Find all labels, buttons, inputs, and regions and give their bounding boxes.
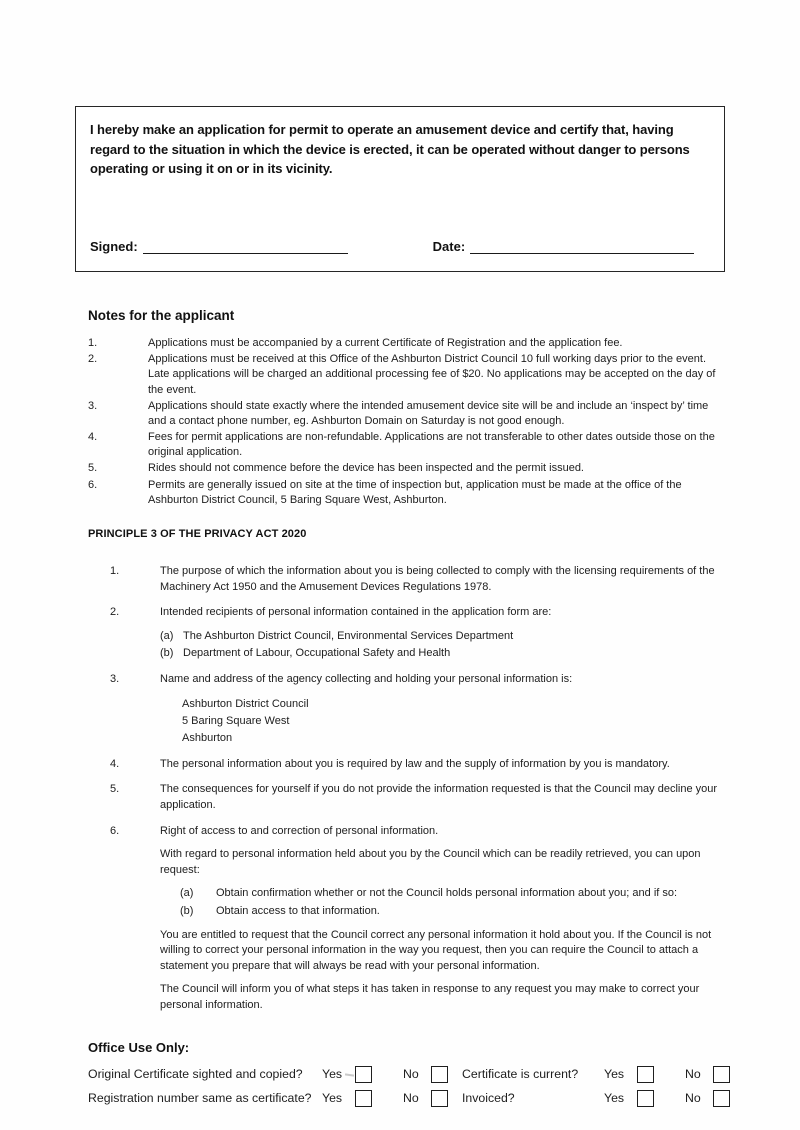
item-number: 2.: [88, 353, 98, 366]
list-item: [88, 336, 716, 351]
sub-item: [160, 904, 720, 920]
item-number: 4.: [110, 757, 120, 770]
date-label: Date:: [432, 239, 466, 254]
item-number: 5.: [110, 783, 120, 796]
sub-item: [160, 629, 720, 645]
yes-label: Yes: [604, 1067, 625, 1082]
sub-item-list: [160, 886, 720, 919]
item-paragraph: With regard to personal information held about you by the Council which can be readily retrieved, you can upon request:: [160, 848, 701, 876]
list-item: [88, 461, 716, 476]
sub-text: The Ashburton District Council, Environmental Services Department: [183, 629, 514, 642]
signature-row: [90, 239, 694, 254]
list-item: [88, 399, 716, 429]
certificate-current-yes-checkbox[interactable]: [637, 1066, 654, 1083]
date-line[interactable]: [470, 249, 694, 254]
declaration-box: [75, 106, 725, 272]
privacy-item: [110, 757, 720, 773]
item-number: 1.: [88, 337, 98, 349]
privacy-item: [110, 605, 720, 662]
sub-label: (a): [160, 629, 174, 642]
address-line: Ashburton: [182, 731, 233, 744]
item-number: 3.: [110, 672, 120, 685]
list-item: [88, 478, 716, 508]
item-text: Fees for permit applications are non-refundable. Applications are not transferable to other dates outside those on the original application.: [148, 431, 715, 459]
privacy-item: [110, 782, 720, 813]
address-line: Ashburton District Council: [182, 697, 309, 710]
item-number: 6.: [88, 478, 98, 491]
item-number: 5.: [88, 462, 98, 475]
item-text: Name and address of the agency collecting and holding your personal information is:: [160, 672, 573, 685]
item-number: 1.: [110, 564, 120, 577]
item-text: The consequences for yourself if you do not provide the information requested is that the Council may decline your application.: [160, 783, 718, 811]
signature-line[interactable]: [143, 249, 348, 254]
item-text: Rides should not commence before the device has been inspected and the permit issued.: [148, 462, 584, 475]
sub-item-list: [160, 629, 720, 662]
address-line: 5 Baring Square West: [182, 714, 290, 727]
privacy-item: [110, 564, 720, 595]
registration-number-no-checkbox[interactable]: [431, 1090, 448, 1107]
signed-label: Signed:: [90, 239, 138, 254]
item-text: Intended recipients of personal information contained in the application form are:: [160, 606, 552, 619]
question-label: Certificate is current?: [462, 1067, 579, 1082]
privacy-list: [110, 564, 720, 1014]
yes-label: Yes: [322, 1067, 343, 1082]
agency-address: [182, 696, 720, 747]
item-number: 6.: [110, 824, 120, 837]
certificate-current-no-checkbox[interactable]: [713, 1066, 730, 1083]
sub-item: [160, 646, 720, 662]
item-text: Applications must be received at this Office of the Ashburton District Council 10 full working days prior to the event. Late applications will be charged an additional processing fee of $20. No applications may be accepted on the day of the event.: [148, 353, 716, 396]
item-number: 2.: [110, 606, 120, 619]
original-certificate-no-checkbox[interactable]: [431, 1066, 448, 1083]
sub-item: [160, 886, 720, 902]
sub-label: (b): [160, 647, 174, 660]
invoiced-yes-checkbox[interactable]: [637, 1090, 654, 1107]
list-item: [88, 352, 716, 398]
list-item: [88, 430, 716, 460]
declaration-text: I hereby make an application for permit to operate an amusement device and certify that, having regard to the situation in which the device is erected, it can be operated without danger to persons operating or using it on or in its vicinity.: [90, 122, 690, 176]
sub-text: Obtain confirmation whether or not the Council holds personal information about you; and if so:: [216, 887, 678, 900]
office-use-heading: Office Use Only:: [88, 1039, 190, 1055]
sub-text: Department of Labour, Occupational Safety and Health: [183, 647, 451, 660]
privacy-heading: PRINCIPLE 3 OF THE PRIVACY ACT 2020: [88, 527, 307, 540]
item-number: 3.: [88, 399, 98, 412]
question-label: Invoiced?: [462, 1091, 515, 1106]
privacy-item: [110, 824, 720, 1014]
registration-number-yes-checkbox[interactable]: [355, 1090, 372, 1107]
item-text: Applications must be accompanied by a current Certificate of Registration and the application fee.: [148, 337, 623, 349]
sub-text: Obtain access to that information.: [216, 904, 380, 917]
item-number: 4.: [88, 431, 98, 444]
office-use-row: [88, 1090, 800, 1107]
no-label: No: [403, 1067, 419, 1082]
no-label: No: [685, 1091, 701, 1106]
invoiced-no-checkbox[interactable]: [713, 1090, 730, 1107]
sub-label: (b): [180, 904, 194, 917]
item-text: Right of access to and correction of personal information.: [160, 824, 439, 837]
item-text: Applications should state exactly where the intended amusement device site will be and include an ‘inspect by’ time and a contact phone number, eg. Ashburton Domain on Saturday is not good enough.: [148, 399, 709, 427]
office-use-row: [88, 1066, 800, 1083]
item-text: The purpose of which the information about you is being collected to comply with the licensing requirements of the Machinery Act 1950 and the Amusement Devices Regulations 1978.: [160, 564, 715, 593]
item-text: Permits are generally issued on site at the time of inspection but, application must be made at the office of the Ashburton District Council, 5 Baring Square West, Ashburton.: [148, 478, 682, 506]
original-certificate-yes-checkbox[interactable]: [355, 1066, 372, 1083]
yes-label: Yes: [604, 1091, 625, 1106]
question-label: Original Certificate sighted and copied?: [88, 1067, 303, 1082]
item-paragraph: You are entitled to request that the Council correct any personal information it hold about you. If the Council is not willing to correct your personal information in the way you request, then you can require the Council to attach a statement you prepare that will always be read with your personal information.: [160, 928, 712, 972]
yes-label: Yes: [322, 1091, 343, 1106]
no-label: No: [685, 1067, 701, 1082]
item-paragraph: The Council will inform you of what steps it has taken in response to any request you may make to correct your personal information.: [160, 983, 700, 1011]
notes-heading: Notes for the applicant: [88, 308, 235, 323]
sub-label: (a): [180, 887, 194, 900]
privacy-item: [110, 672, 720, 747]
no-label: No: [403, 1091, 419, 1106]
notes-list: [88, 336, 716, 508]
question-label: Registration number same as certificate?: [88, 1091, 312, 1106]
item-text: The personal information about you is required by law and the supply of information by you is mandatory.: [160, 757, 670, 770]
